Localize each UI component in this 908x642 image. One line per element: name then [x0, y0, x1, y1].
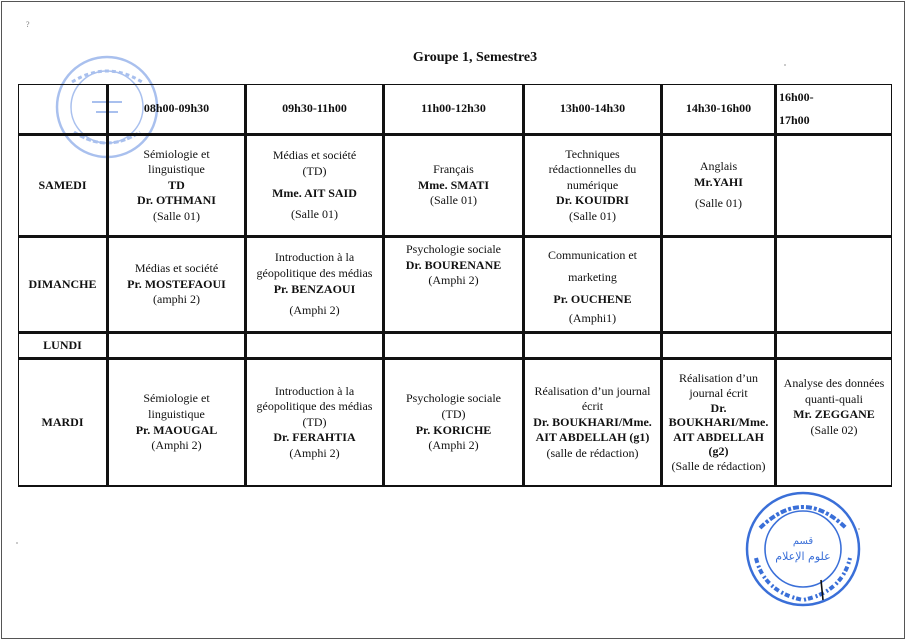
room: (Amphi 2)	[151, 438, 202, 453]
room: (Amphi 2)	[289, 445, 340, 460]
course-title: numérique	[566, 177, 619, 192]
day-row-mardi	[18, 357, 892, 487]
teacher-name: Dr. OTHMANI	[137, 193, 216, 208]
course-title: Analyse des données	[783, 376, 885, 390]
session-type: (TD)	[302, 163, 327, 178]
course-cell	[522, 133, 660, 235]
timetable	[18, 84, 892, 487]
course-cell	[106, 357, 244, 487]
room: (Salle 01)	[430, 193, 477, 208]
empty-cell	[774, 235, 892, 331]
course-title: géopolitique des médias	[256, 399, 373, 414]
course-cell	[382, 133, 522, 235]
course-title: géopolitique des médias	[256, 265, 373, 280]
teacher-name: Pr. MAOUGAL	[135, 422, 218, 437]
session-type: (TD)	[302, 414, 327, 429]
day-label: LUNDI	[18, 331, 106, 357]
course-title: Techniques	[565, 146, 620, 161]
empty-cell	[244, 331, 382, 357]
room: (salle de rédaction)	[546, 445, 639, 460]
empty-cell	[774, 133, 892, 235]
day-label: DIMANCHE	[18, 235, 106, 331]
teacher-name: Mme. AIT SAID	[272, 185, 357, 200]
room: (Amphi 2)	[289, 303, 340, 318]
teacher-name: Pr. MOSTEFAOUI	[127, 276, 226, 291]
department-stamp	[742, 488, 864, 610]
empty-cell	[660, 235, 774, 331]
teacher-name: Mme. SMATI	[417, 177, 490, 192]
corner-mark: ?	[26, 20, 30, 29]
group-label: (g2)	[708, 444, 729, 459]
day-row-lundi	[18, 331, 892, 357]
teacher-name: Pr. OUCHENE	[553, 292, 632, 307]
teacher-name: Dr. KOUIDRI	[556, 193, 629, 208]
slot-header: 11h00-12h30	[382, 84, 522, 133]
empty-cell	[774, 331, 892, 357]
empty-cell	[382, 331, 522, 357]
slot-header-line: 17h00	[779, 113, 810, 127]
course-title: Français	[433, 162, 474, 177]
teacher-name: Mr.YAHI	[694, 174, 743, 189]
teacher-name: AIT ABDELLAH (g1)	[535, 430, 650, 445]
course-cell	[382, 235, 522, 331]
teacher-name: BOUKHARI/Mme.	[668, 415, 769, 430]
empty-cell	[106, 331, 244, 357]
slot-header: 08h00-09h30	[106, 84, 244, 133]
course-title: Introduction à la	[274, 250, 355, 265]
teacher-name: Pr. KORICHE	[415, 422, 492, 437]
course-cell	[244, 235, 382, 331]
empty-cell	[522, 331, 660, 357]
course-cell	[522, 357, 660, 487]
room: (Salle 01)	[695, 196, 742, 211]
course-cell	[106, 133, 244, 235]
teacher-name: Dr. FERAHTIA	[273, 430, 356, 445]
course-title: Psychologie sociale	[406, 242, 501, 256]
slot-header: 14h30-16h00	[660, 84, 774, 133]
stamp-text: قسم	[792, 536, 814, 547]
teacher-name: Dr. BOUKHARI/Mme.	[533, 414, 652, 429]
room: (Salle 01)	[153, 208, 200, 223]
room: (amphi 2)	[153, 292, 200, 307]
course-title: Réalisation d’un journal	[534, 383, 651, 398]
course-title: quanti-quali	[805, 391, 863, 406]
course-cell	[522, 235, 660, 331]
teacher-name: Mr. ZEGGANE	[793, 407, 875, 422]
session-type: TD	[168, 177, 185, 192]
teacher-name: Pr. BENZAOUI	[273, 281, 356, 296]
session-type: (TD)	[441, 406, 466, 421]
room: (Amphi1)	[568, 310, 617, 325]
document-title: Groupe 1, Semestre3	[412, 50, 538, 65]
slot-header-line: 16h00-	[779, 90, 814, 104]
course-cell	[660, 357, 774, 487]
day-label: MARDI	[18, 357, 106, 487]
room: (Salle 01)	[291, 207, 338, 222]
header-row	[18, 84, 892, 133]
slot-header: 13h00-14h30	[522, 84, 660, 133]
course-title: linguistique	[148, 406, 205, 421]
course-cell	[244, 133, 382, 235]
course-title: Médias et société	[272, 148, 357, 163]
course-title: rédactionnelles du	[548, 162, 637, 177]
course-title: marketing	[568, 270, 617, 285]
day-row-dimanche	[18, 235, 892, 331]
course-title: Introduction à la	[274, 383, 355, 398]
course-title: Sémiologie et	[143, 146, 210, 161]
stamp-text: علوم الإعلام	[775, 550, 831, 563]
room: (Amphi 2)	[428, 273, 479, 288]
teacher-name: AIT ABDELLAH	[673, 429, 764, 444]
teacher-name: Dr.	[710, 400, 727, 415]
course-title: Psychologie sociale	[406, 391, 501, 406]
teacher-name: Dr. BOURENANE	[405, 257, 502, 272]
slot-header: 09h30-11h00	[244, 84, 382, 133]
room: (Amphi 2)	[428, 438, 479, 453]
day-row-samedi	[18, 133, 892, 235]
course-cell	[382, 357, 522, 487]
room: (Salle de rédaction)	[671, 459, 766, 474]
course-title: écrit	[581, 399, 604, 414]
room: (Salle 02)	[810, 422, 858, 437]
course-title: journal écrit	[689, 385, 748, 400]
course-title: Anglais	[699, 159, 738, 174]
course-title: linguistique	[148, 162, 205, 177]
empty-cell	[660, 331, 774, 357]
course-title: Sémiologie et	[143, 391, 210, 406]
course-cell	[244, 357, 382, 487]
course-title: Communication et	[548, 248, 637, 262]
course-title: Réalisation d’un	[679, 371, 758, 386]
day-label: SAMEDI	[18, 133, 106, 235]
scan-speck	[16, 542, 18, 544]
course-cell	[106, 235, 244, 331]
corner-cell	[18, 84, 106, 133]
course-title: Médias et société	[134, 261, 219, 276]
course-cell	[774, 357, 892, 487]
room: (Salle 01)	[569, 208, 616, 223]
slot-header	[774, 84, 892, 133]
course-cell	[660, 133, 774, 235]
